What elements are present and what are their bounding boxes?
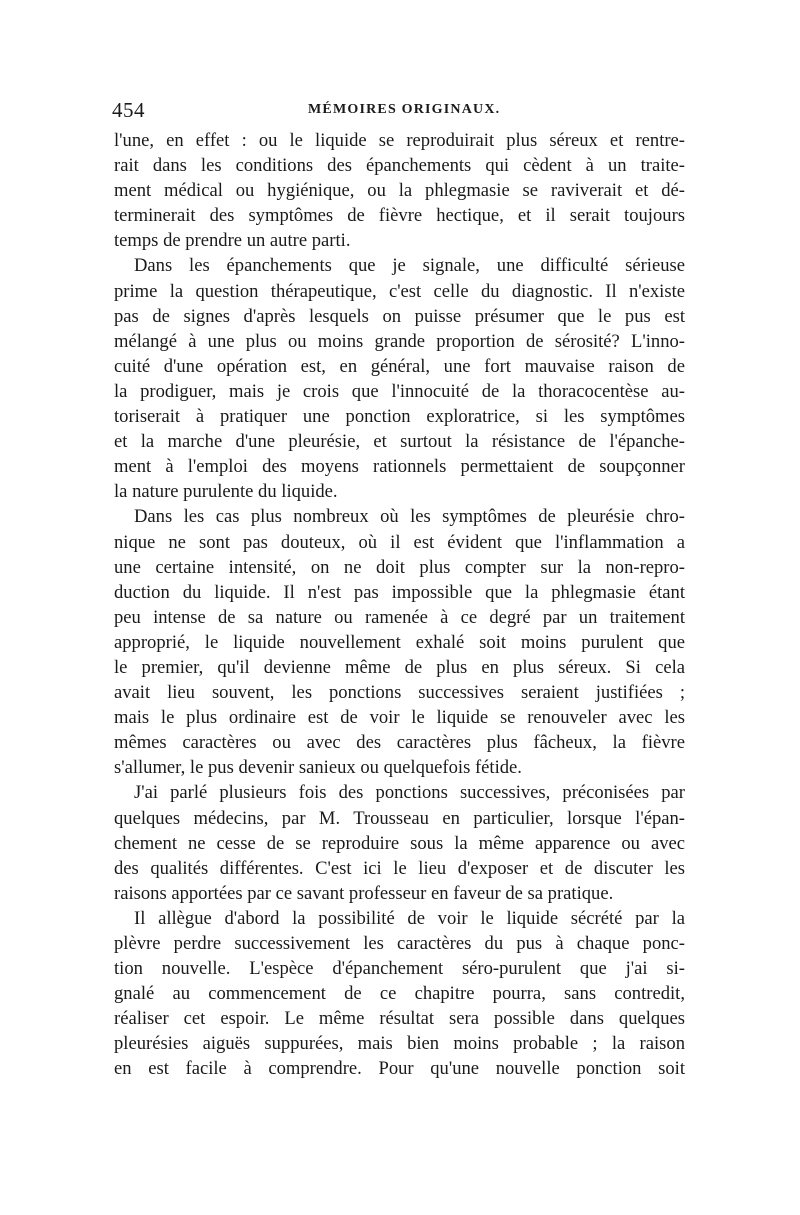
text-line: réaliser cet espoir. Le même résultat sera possible dans quelques — [114, 1008, 685, 1030]
text-line: pas de signes d'après lesquels on puisse présumer que le pus est — [114, 305, 685, 327]
text-line: prime la question thérapeutique, c'est celle du diagnostic. Il n'existe — [114, 280, 685, 302]
text-line: chement ne cesse de se reproduire sous la même apparence ou avec — [114, 832, 685, 854]
text-line: la nature purulente du liquide. — [114, 481, 338, 503]
text-line: plèvre perdre successivement les caractères du pus à chaque ponc- — [114, 933, 685, 954]
text-line: Dans les épanchements que je signale, une difficulté sérieuse — [134, 255, 685, 277]
text-line: la prodiguer, mais je crois que l'innocuité de la thoracocentèse au- — [114, 380, 685, 402]
text-line: pleurésies aiguës suppurées, mais bien moins probable ; la raison — [114, 1033, 685, 1055]
page-number: 454 — [112, 98, 145, 122]
text-line: avait lieu souvent, les ponctions successives seraient justifiées ; — [114, 682, 685, 704]
running-title: MÉMOIRES ORIGINAUX. — [308, 102, 501, 117]
text-line: terminerait des symptômes de fièvre hectique, et il serait toujours — [114, 205, 685, 227]
text-line: mêmes caractères ou avec des caractères plus fâcheux, la fièvre — [114, 732, 685, 754]
text-line: en est facile à comprendre. Pour qu'une nouvelle ponction soit — [114, 1058, 685, 1080]
text-line: duction du liquide. Il n'est pas impossible que la phlegmasie étant — [114, 581, 685, 603]
text-line: l'une, en effet : ou le liquide se reproduirait plus séreux et rentre- — [114, 130, 685, 151]
text-line: s'allumer, le pus devenir sanieux ou quelquefois fétide. — [114, 757, 522, 779]
text-line: nique ne sont pas douteux, où il est évident que l'inflammation a — [114, 531, 685, 553]
text-line: Il allègue d'abord la possibilité de voir le liquide sécrété par la — [134, 907, 685, 929]
body-text — [114, 128, 685, 1082]
text-line: et la marche d'une pleurésie, et surtout la résistance de l'épanche- — [114, 431, 685, 453]
text-line: mais le plus ordinaire est de voir le liquide se renouveler avec les — [114, 707, 685, 729]
text-line: mélangé à une plus ou moins grande proportion de sérosité? L'inno- — [114, 330, 685, 352]
text-line: approprié, le liquide nouvellement exhalé soit moins purulent que — [114, 631, 685, 653]
text-line: des qualités différentes. C'est ici le lieu d'exposer et de discuter les — [114, 857, 685, 879]
text-line: Dans les cas plus nombreux où les symptômes de pleurésie chro- — [134, 506, 685, 528]
text-line: le premier, qu'il devienne même de plus en plus séreux. Si cela — [114, 656, 685, 678]
text-line: cuité d'une opération est, en général, une fort mauvaise raison de — [114, 355, 685, 377]
text-line: ment médical ou hygiénique, ou la phlegmasie se raviverait et dé- — [114, 180, 685, 202]
text-line: gnalé au commencement de ce chapitre pourra, sans contredit, — [114, 983, 685, 1005]
text-line: raisons apportées par ce savant professeur en faveur de sa pratique. — [114, 882, 614, 904]
text-line: toriserait à pratiquer une ponction exploratrice, si les symptômes — [114, 406, 685, 428]
text-line: temps de prendre un autre parti. — [114, 230, 351, 252]
text-line: une certaine intensité, on ne doit plus compter sur la non-repro- — [114, 556, 685, 578]
text-line: quelques médecins, par M. Trousseau en particulier, lorsque l'épan- — [114, 807, 685, 829]
text-line: ment à l'emploi des moyens rationnels permettaient de soupçonner — [114, 456, 685, 478]
text-line: rait dans les conditions des épanchements qui cèdent à un traite- — [114, 155, 685, 177]
text-line: peu intense de sa nature ou ramenée à ce degré par un traitement — [114, 606, 685, 628]
text-line: tion nouvelle. L'espèce d'épanchement séro-purulent que j'ai si- — [114, 958, 685, 980]
running-head — [112, 98, 685, 126]
text-line: J'ai parlé plusieurs fois des ponctions successives, préconisées par — [134, 782, 685, 804]
